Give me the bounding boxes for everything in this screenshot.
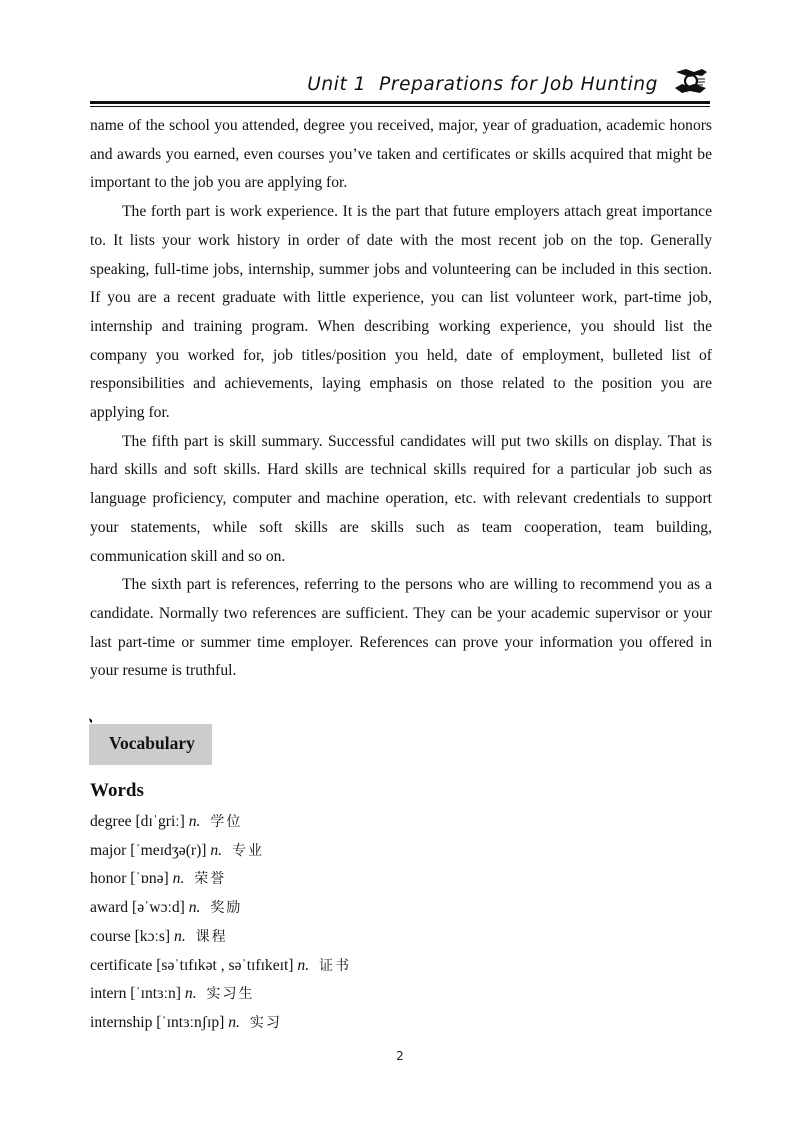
word-entry [90, 923, 690, 952]
word-pos: n. [174, 927, 186, 945]
paragraph-education-continued: name of the school you attended, degree you received, major, year of graduation, academic honors and awards you earned, even courses you’ve taken and certificates or skills acquired that might be important to the job you are applying for. [90, 117, 712, 192]
word-entry [90, 837, 690, 866]
word-entry [90, 865, 690, 894]
word: internship [90, 1013, 153, 1031]
page-header [90, 66, 710, 110]
word-entry [90, 1009, 690, 1038]
word-ipa: [ˈɪntɜːnʃɪp] [156, 1013, 225, 1031]
words-heading: Words [90, 780, 144, 801]
word: degree [90, 813, 132, 830]
paragraph-skill-summary: The fifth part is skill summary. Successful candidates will put two skills on display. That is hard skills and soft skills. Hard skills are technical skills required for a particular job such as language proficiency, computer and machine operation, etc. with relevant credentials to support your statements, while soft skills are skills such as team cooperation, team building, communication skill and so on. [90, 432, 712, 565]
word: course [90, 927, 131, 945]
word-ipa: [kɔːs] [134, 927, 171, 945]
word-pos: n. [228, 1013, 240, 1031]
body-text [90, 112, 712, 686]
word-translation: 荣誉 [194, 871, 227, 888]
word-entry [90, 894, 690, 923]
word-pos: n. [188, 813, 201, 830]
vocabulary-section-label [89, 724, 212, 765]
word-ipa: [ˈmeɪdʒə(r)] [130, 841, 207, 859]
word: honor [90, 870, 127, 888]
handshake-logo-icon [672, 66, 710, 96]
word-translation: 学位 [210, 814, 243, 830]
page-number: 2 [396, 1049, 404, 1063]
word-pos: n. [188, 899, 201, 917]
word-translation: 奖励 [210, 900, 243, 917]
word-ipa: [əˈwɔːd] [132, 899, 185, 917]
paragraph-work-experience: The forth part is work experience. It is the part that future employers attach great importance to. It lists your work history in order of date with the most recent job on the top. Generally speaking, full-time jobs, internship, summer jobs and volunteering can be included in this section. If you are a recent graduate with little experience, you can list volunteer work, part-time job, internship and training program. When describing working experience, you should list the company you worked for, job titles/position you held, date of employment, bulleted list of responsibilities and achievements, laying emphasis on those related to the position you are applying for. [90, 203, 712, 422]
word-translation: 专业 [231, 842, 264, 859]
word-pos: n. [297, 956, 310, 974]
word-ipa: [ˈɪntɜːn] [130, 985, 181, 1003]
word: major [90, 841, 127, 859]
word-entry [90, 808, 690, 837]
word-list [90, 808, 690, 1038]
word-ipa: [səˈtɪfɪkət , səˈtɪfɪkeɪt] [156, 956, 294, 974]
word-translation: 证书 [319, 957, 352, 974]
word: certificate [90, 956, 153, 974]
word-translation: 实习生 [206, 986, 255, 1003]
word-pos: n. [210, 841, 223, 859]
paragraph-references: The sixth part is references, referring to the persons who are willing to recommend you as a candidate. Normally two references are sufficient. They can be your academic supervisor or your last part-time or summer time employer. References can prove your information you offered in your resume is truthful. [90, 576, 712, 680]
word-translation: 课程 [195, 928, 228, 945]
word: intern [90, 985, 127, 1003]
word-ipa: [dɪˈgriː] [135, 813, 185, 830]
word-entry [90, 952, 690, 981]
word-translation: 实习 [249, 1014, 282, 1031]
header-double-rule [90, 101, 710, 108]
word-pos: n. [184, 985, 197, 1003]
word-entry [90, 980, 690, 1009]
word: award [90, 899, 129, 917]
unit-title: Unit 1 Preparations for Job Hunting [307, 74, 658, 95]
word-ipa: [ˈɒnə] [130, 870, 169, 888]
vocabulary-label: Vocabulary [109, 733, 195, 753]
word-pos: n. [172, 870, 185, 888]
